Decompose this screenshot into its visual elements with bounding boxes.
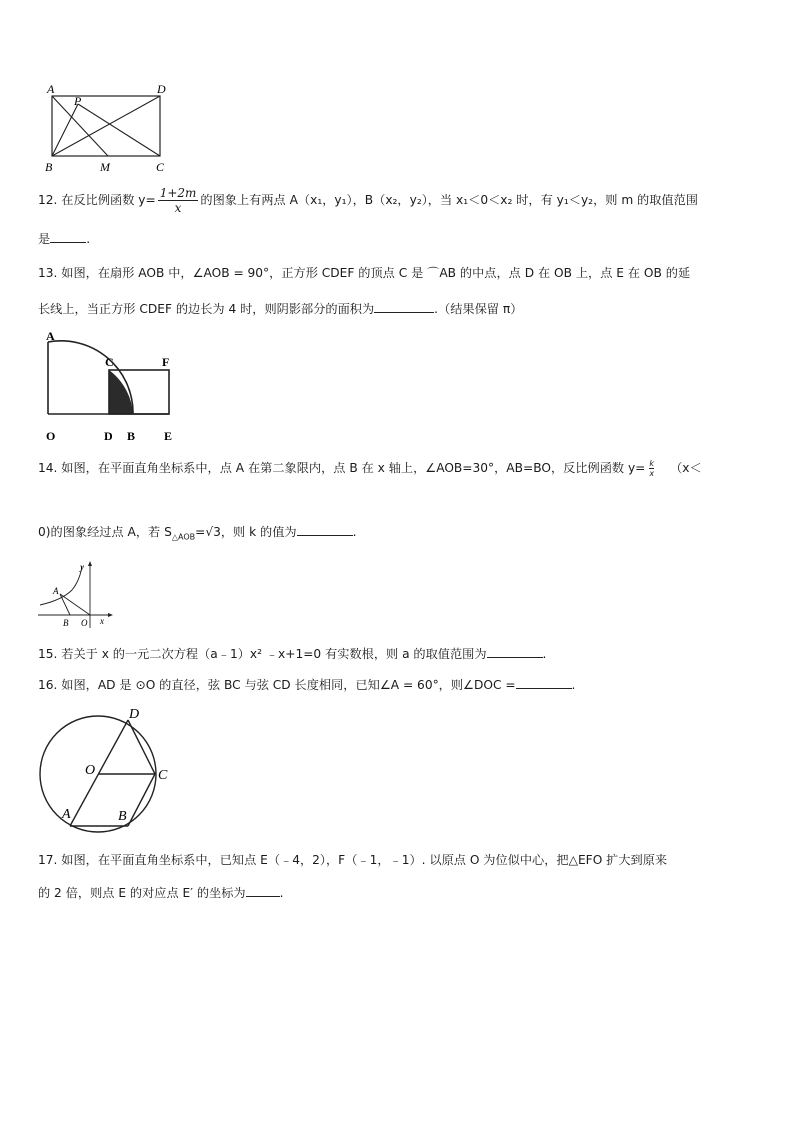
answer-blank[interactable] [246, 884, 280, 897]
label-p: P [74, 94, 82, 108]
segment-dc [128, 720, 155, 774]
question-12-text-c: 是 [38, 232, 51, 246]
answer-blank[interactable] [516, 676, 572, 689]
label-b: B [118, 809, 127, 824]
question-14-line2c: . [352, 525, 357, 539]
y-axis-arrow [88, 561, 92, 566]
question-12-text-b: 的图象上有两点 A（x₁，y₁），B（x₂，y₂），当 x₁＜0＜x₂ 时，有 y₁＜y₂，则 m 的取值范围 [200, 193, 698, 207]
question-14-line-1 [38, 459, 702, 478]
label-b: B [45, 160, 53, 174]
label-o: O [81, 618, 88, 628]
fraction-denominator: x [649, 469, 655, 478]
question-14-line-2 [38, 523, 356, 546]
segment-bd [52, 96, 160, 156]
question-17-line2b: . [279, 886, 284, 900]
question-17-line-2 [38, 884, 283, 902]
label-a: A [62, 807, 71, 822]
triangle-subscript: △AOB [171, 532, 196, 542]
sector-square-figure [38, 328, 188, 448]
question-12-line-1 [38, 186, 698, 215]
question-13-line2b: .（结果保留 π） [434, 302, 523, 316]
question-13-number: 13. [38, 266, 58, 280]
label-f: F [162, 355, 170, 369]
question-14-number: 14. [38, 461, 58, 475]
label-d: D [157, 82, 166, 96]
label-o: O [85, 763, 96, 778]
label-m: M [100, 160, 110, 174]
question-16-number: 16. [38, 678, 58, 692]
segment-bc [128, 774, 155, 826]
question-17-line2a: 的 2 倍，则点 E 的对应点 E′ 的坐标为 [38, 886, 246, 900]
question-14-fraction [649, 459, 654, 478]
question-12-number: 12. [38, 193, 58, 207]
fraction-numerator: k [649, 459, 655, 468]
label-y: y [80, 562, 84, 572]
question-13-line-1 [38, 264, 690, 282]
question-13-line-2 [38, 300, 522, 318]
question-12-fraction [158, 186, 199, 215]
question-14-line2b: =√3，则 k 的值为 [195, 525, 297, 539]
question-14-line1a: 如图，在平面直角坐标系中，点 A 在第二象限内，点 B 在 x 轴上，∠AOB=30°，AB=BO，反比例函数 y= [61, 461, 646, 475]
segment-pc [78, 104, 160, 156]
question-13-line2a: 长线上，当正方形 CDEF 的边长为 4 时，则阴影部分的面积为 [38, 302, 375, 316]
question-13-line1-text: 如图，在扇形 AOB 中，∠AOB = 90°，正方形 CDEF 的顶点 C 是 ⌒AB 的中点，点 D 在 OB 上，点 E 在 OB 的延 [61, 266, 691, 280]
label-a: A [47, 82, 55, 96]
segment-ao [60, 594, 90, 615]
label-x: x [100, 616, 104, 626]
label-b: B [63, 618, 69, 628]
question-17-number: 17. [38, 853, 58, 867]
answer-blank[interactable] [50, 230, 86, 243]
question-14-line1b: （x＜ [670, 461, 702, 475]
label-d: D [129, 707, 140, 722]
answer-blank[interactable] [487, 645, 543, 658]
answer-blank[interactable] [374, 300, 434, 313]
answer-blank[interactable] [297, 523, 353, 536]
fraction-numerator: 1+2m [159, 186, 197, 200]
label-a: A [46, 329, 55, 343]
question-15-line-1 [38, 645, 546, 663]
question-15-text-a: 若关于 x 的一元二次方程（a﹣1）x² ﹣x+1=0 有实数根，则 a 的取值范围为 [61, 647, 487, 661]
hyperbola-curve [40, 566, 82, 605]
label-o: O [46, 429, 56, 443]
coordinate-figure [36, 560, 116, 632]
rectangle-figure [40, 80, 180, 180]
label-c: C [105, 355, 114, 369]
question-15-text-b: . [542, 647, 547, 661]
question-12-line-2 [38, 230, 90, 248]
label-b: B [127, 429, 136, 443]
question-17-line-1 [38, 851, 667, 869]
question-12-text-a: 在反比例函数 y= [61, 193, 156, 207]
label-a: A [53, 586, 59, 596]
circle-figure [36, 706, 176, 840]
x-axis-arrow [108, 613, 113, 617]
label-d: D [104, 429, 113, 443]
question-15-number: 15. [38, 647, 58, 661]
label-e: E [164, 429, 173, 443]
question-12-text-d: . [86, 232, 91, 246]
fraction-denominator: x [174, 201, 182, 215]
label-c: C [158, 768, 168, 783]
question-17-line1-text: 如图，在平面直角坐标系中，已知点 E（﹣4，2），F（﹣1，﹣1）. 以原点 O 为位似中心，把△EFO 扩大到原来 [61, 853, 668, 867]
question-16-line-1 [38, 676, 575, 694]
label-c: C [156, 160, 165, 174]
question-14-line2a: 0)的图象经过点 A，若 S [38, 525, 172, 539]
question-16-text-b: . [571, 678, 576, 692]
question-16-text-a: 如图，AD 是 ⊙O 的直径，弦 BC 与弦 CD 长度相同，已知∠A = 60°，则∠DOC = [61, 678, 516, 692]
